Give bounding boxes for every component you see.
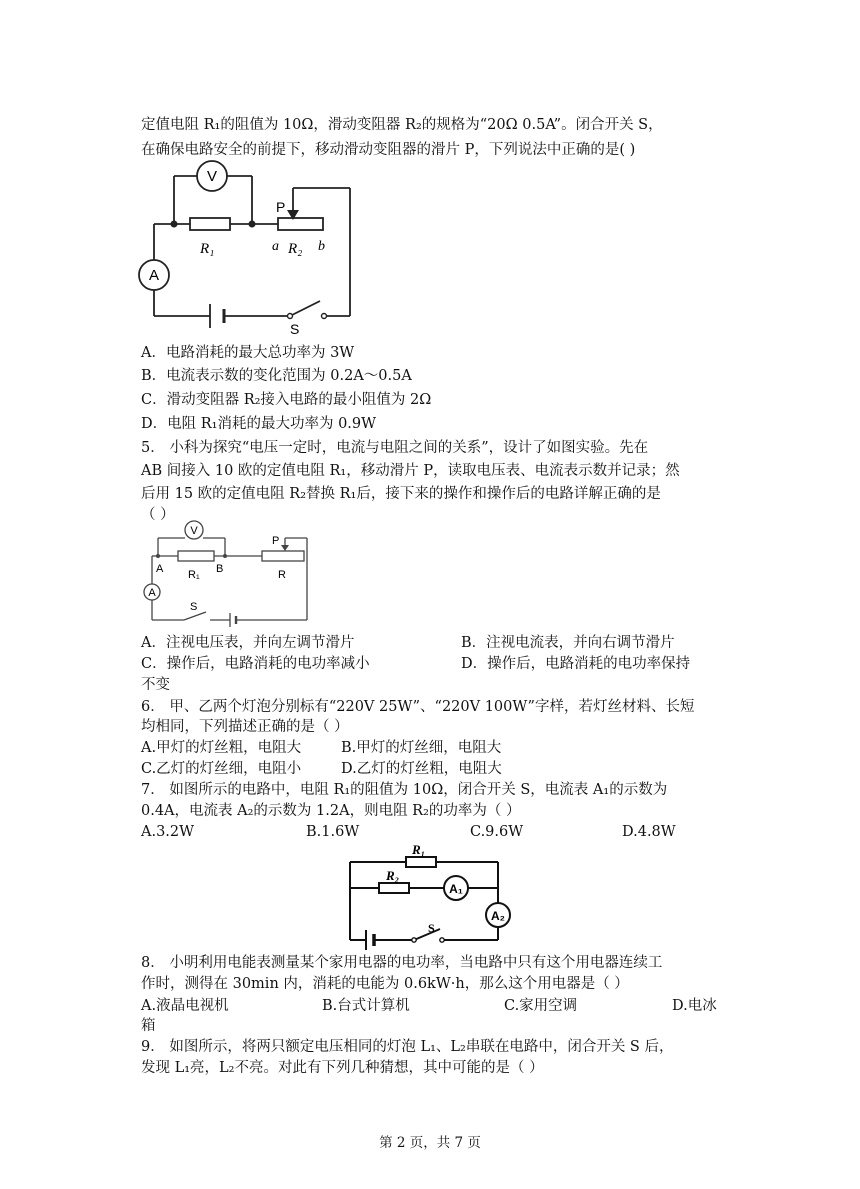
q8-option-c: C.家用空调: [504, 998, 578, 1014]
q6-stem-line2: 均相同，下列描述正确的是（ ）: [141, 719, 349, 735]
q8-option-b: B.台式计算机: [322, 998, 410, 1014]
q5-option-d: D．操作后，电路消耗的电功率保持: [461, 656, 691, 672]
q6-option-b: B.甲灯的灯丝细，电阻大: [341, 740, 502, 756]
q4-option-a: A．电路消耗的最大总功率为 3W: [141, 345, 355, 361]
ammeter-a1-label: A₁: [449, 882, 463, 896]
q7-option-c: C.9.6W: [470, 824, 524, 840]
q7-stem-line2: 0.4A，电流表 A₂的示数为 1.2A，则电阻 R₂的功率为（ ）: [141, 803, 521, 819]
switch-label: S: [290, 321, 300, 337]
q5-stem-line1: 5． 小科为探究“电压一定时，电流与电阻之间的关系”，设计了如图实验。先在: [141, 440, 649, 456]
q6-stem-line1: 6． 甲、乙两个灯泡分别标有“220V 25W”、“220V 100W”字样，若灯丝材料、长短: [141, 699, 695, 715]
circuit-diagram-1: [130, 158, 360, 338]
switch-label-3: S: [428, 921, 435, 935]
q7-option-d: D.4.8W: [622, 824, 676, 840]
q5-stem-line2: AB 间接入 10 欧的定值电阻 R₁，移动滑片 P，读取电压表、电流表示数并记录；然: [141, 463, 680, 479]
q5-option-c: C．操作后，电路消耗的电功率减小: [141, 656, 370, 672]
q6-option-c: C.乙灯的灯丝细，电阻小: [141, 761, 302, 777]
r1-label-2: R₁: [188, 569, 200, 581]
circuit-diagram-3: [344, 840, 520, 948]
q8-option-d-cont: 箱: [141, 1018, 156, 1034]
q5-stem-line3: 后用 15 欧的定值电阻 R₂替换 R₁后，接下来的操作和操作后的电路详解正确的是: [141, 486, 661, 502]
q9-stem-line2: 发现 L₁亮，L₂不亮。对此有下列几种猜想，其中可能的是（ ）: [141, 1060, 544, 1076]
voltmeter-label: V: [206, 168, 218, 185]
q5-option-d-cont: 不变: [141, 677, 170, 693]
q5-option-b: B．注视电流表，并向右调节滑片: [461, 635, 675, 651]
r1-label: R₁: [200, 241, 215, 257]
q6-option-d: D.乙灯的灯丝粗，电阻大: [341, 761, 502, 777]
terminal-a-label: a: [272, 239, 279, 254]
r2-label: R₂: [288, 241, 303, 257]
q8-stem-line2: 作时，测得在 30min 内，消耗的电能为 0.6kW·h，那么这个用电器是（ ）: [141, 976, 629, 992]
q6-option-a: A.甲灯的灯丝粗，电阻大: [141, 740, 302, 756]
point-b-label: B: [216, 563, 224, 575]
q8-option-d: D.电冰: [672, 998, 717, 1014]
slider-label: P: [276, 199, 286, 215]
ammeter-a2-label: A₂: [491, 909, 505, 923]
terminal-b-label: b: [318, 239, 325, 254]
r-label-2: R: [278, 569, 286, 581]
q5-stem-line4: （ ）: [141, 507, 175, 523]
voltmeter-label-2: V: [190, 525, 198, 537]
q4-stem-line1: 定值电阻 R₁的阻值为 10Ω，滑动变阻器 R₂的规格为“20Ω 0.5A”。闭合开关 S，: [141, 117, 663, 133]
circuit-diagram-2: [140, 520, 320, 628]
q4-stem-line2: 在确保电路安全的前提下，移动滑动变阻器的滑片 P，下列说法中正确的是( ): [141, 142, 636, 158]
q4-option-d: D．电阻 R₁消耗的最大功率为 0.9W: [141, 416, 377, 432]
point-a-label: A: [156, 563, 164, 575]
q4-option-c: C．滑动变阻器 R₂接入电路的最小阻值为 2Ω: [141, 392, 432, 408]
q4-option-b: B．电流表示数的变化范围为 0.2A～0.5A: [141, 368, 412, 384]
r1-label-3: R₁: [412, 842, 426, 857]
page-footer: 第 2 页，共 7 页: [379, 1135, 481, 1151]
q9-stem-line1: 9． 如图所示，将两只额定电压相同的灯泡 L₁、L₂串联在电路中，闭合开关 S 后，: [141, 1039, 674, 1055]
q8-option-a: A.液晶电视机: [141, 998, 229, 1014]
ammeter-label: A: [148, 267, 160, 284]
slider-label-2: P: [272, 535, 280, 547]
q5-option-a: A．注视电压表，并向左调节滑片: [141, 635, 355, 651]
r2-label-3: R₂: [386, 868, 400, 883]
q7-option-b: B.1.6W: [306, 824, 360, 840]
switch-label-2: S: [190, 601, 198, 613]
q7-option-a: A.3.2W: [141, 824, 195, 840]
ammeter-label-2: A: [148, 587, 156, 599]
q8-stem-line1: 8． 小明利用电能表测量某个家用电器的电功率，当电路中只有这个用电器连续工: [141, 955, 663, 971]
q7-stem-line1: 7． 如图所示的电路中，电阻 R₁的阻值为 10Ω，闭合开关 S，电流表 A₁的示数为: [141, 782, 668, 798]
